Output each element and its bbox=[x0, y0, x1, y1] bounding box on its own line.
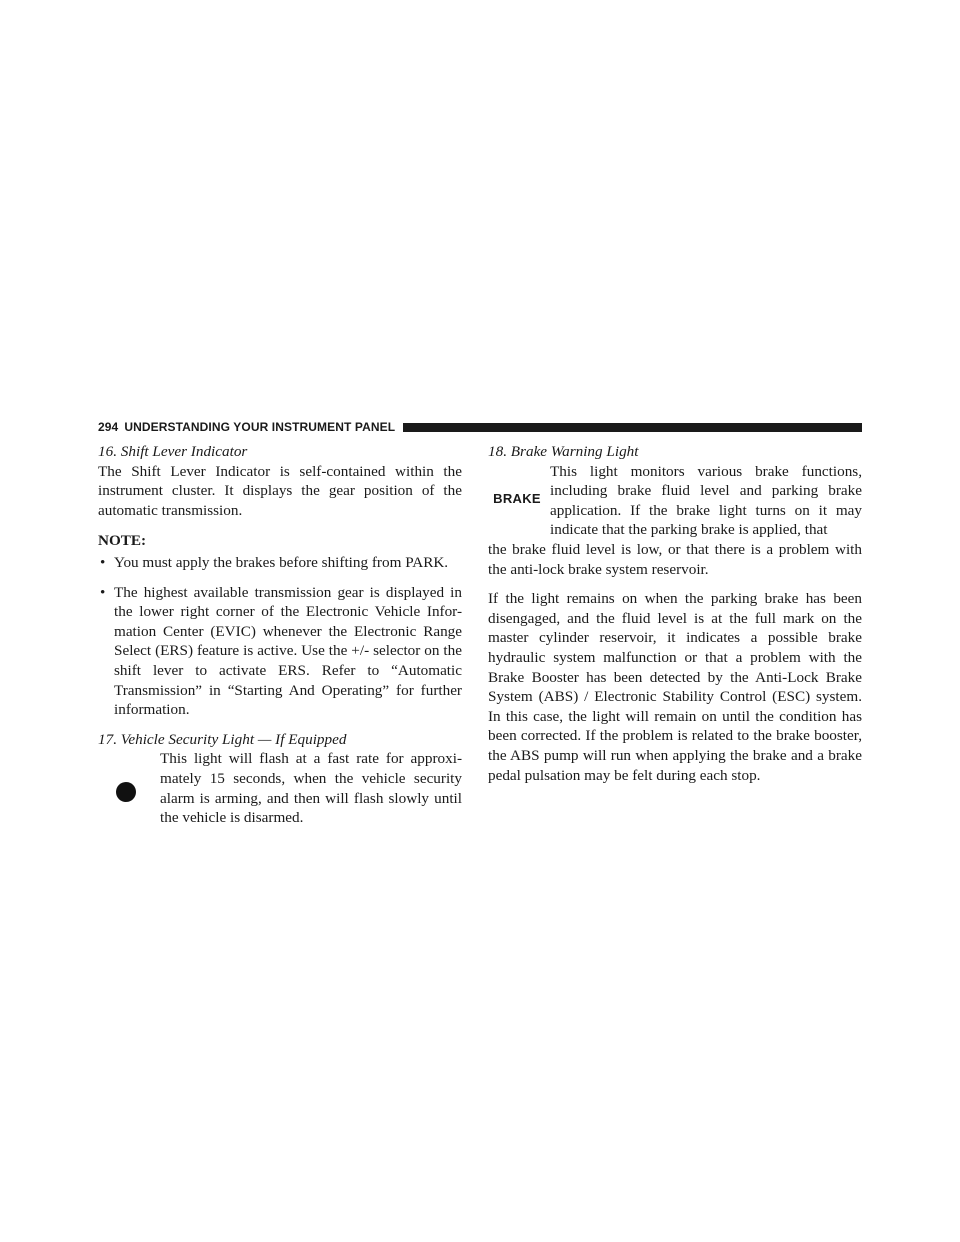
section-16-heading: 16. Shift Lever Indicator bbox=[98, 443, 248, 460]
bullet-icon: • bbox=[100, 553, 106, 571]
header-rule bbox=[403, 423, 862, 432]
list-item bbox=[98, 583, 462, 720]
section-title: UNDERSTANDING YOUR INSTRUMENT PANEL bbox=[124, 420, 396, 434]
section-16-body: The Shift Lever Indicator is self-contained within the instrument cluster. It displays the gear position of the automatic transmission. bbox=[98, 462, 462, 519]
section-18-block bbox=[488, 462, 862, 540]
section-17-heading: 17. Vehicle Security Light — If Equipped bbox=[98, 730, 347, 748]
bullet-text: You must apply the brakes before shifting from PARK. bbox=[114, 553, 449, 571]
note-bullet-list bbox=[98, 553, 462, 720]
page-header bbox=[98, 418, 862, 436]
section-18-heading: 18. Brake Warning Light bbox=[488, 443, 639, 460]
page-number: 294 bbox=[98, 420, 119, 434]
security-light-icon bbox=[116, 782, 136, 802]
brake-warning-icon: BRAKE bbox=[493, 490, 541, 506]
section-18-body-wrap: This light monitors various brake functions, including brake fluid level and parking brake application. If the brake light turns on it may indicate that the parking brake is applied, that bbox=[550, 462, 862, 539]
section-18-paragraph-2: If the light remains on when the parking brake has been disengaged, and the fluid level is at the full mark on the master cylinder reservoir, it indicates a possible brake hydraulic system malfunction or that a problem with the Brake Booster has been detected by the Anti-Lock Brake System (ABS) / Electronic Stability Control (ESC) system. In this case, the light will remain on until the condition has been corrected. If the problem is related to the brake booster, the ABS pump will run when applying the brake and a brake pedal pulsation may be felt during each stop. bbox=[488, 590, 862, 784]
list-item bbox=[98, 553, 462, 573]
section-17-block bbox=[98, 749, 462, 827]
section-18-body-cont: the brake fluid level is low, or that there is a problem with the anti-lock brake system reservoir. bbox=[488, 540, 862, 578]
note-label: NOTE: bbox=[98, 532, 147, 550]
left-column bbox=[98, 442, 462, 828]
section-17-body: This light will flash at a fast rate for approxi-mately 15 seconds, when the vehicle security alarm is arming, and then will flash slowly until the vehicle is disarmed. bbox=[160, 750, 462, 827]
right-column bbox=[488, 442, 862, 785]
bullet-text: The highest available transmission gear is displayed in the lower right corner of the Electronic Vehicle Infor-mation Center (EVIC) whenever the Electronic Range Select (ERS) feature is active. Use the +/- selector on the shift lever to activate ERS. Refer to “Automatic Transmission” in “Starting And Operating” for further information. bbox=[114, 583, 462, 719]
bullet-icon: • bbox=[100, 583, 106, 601]
